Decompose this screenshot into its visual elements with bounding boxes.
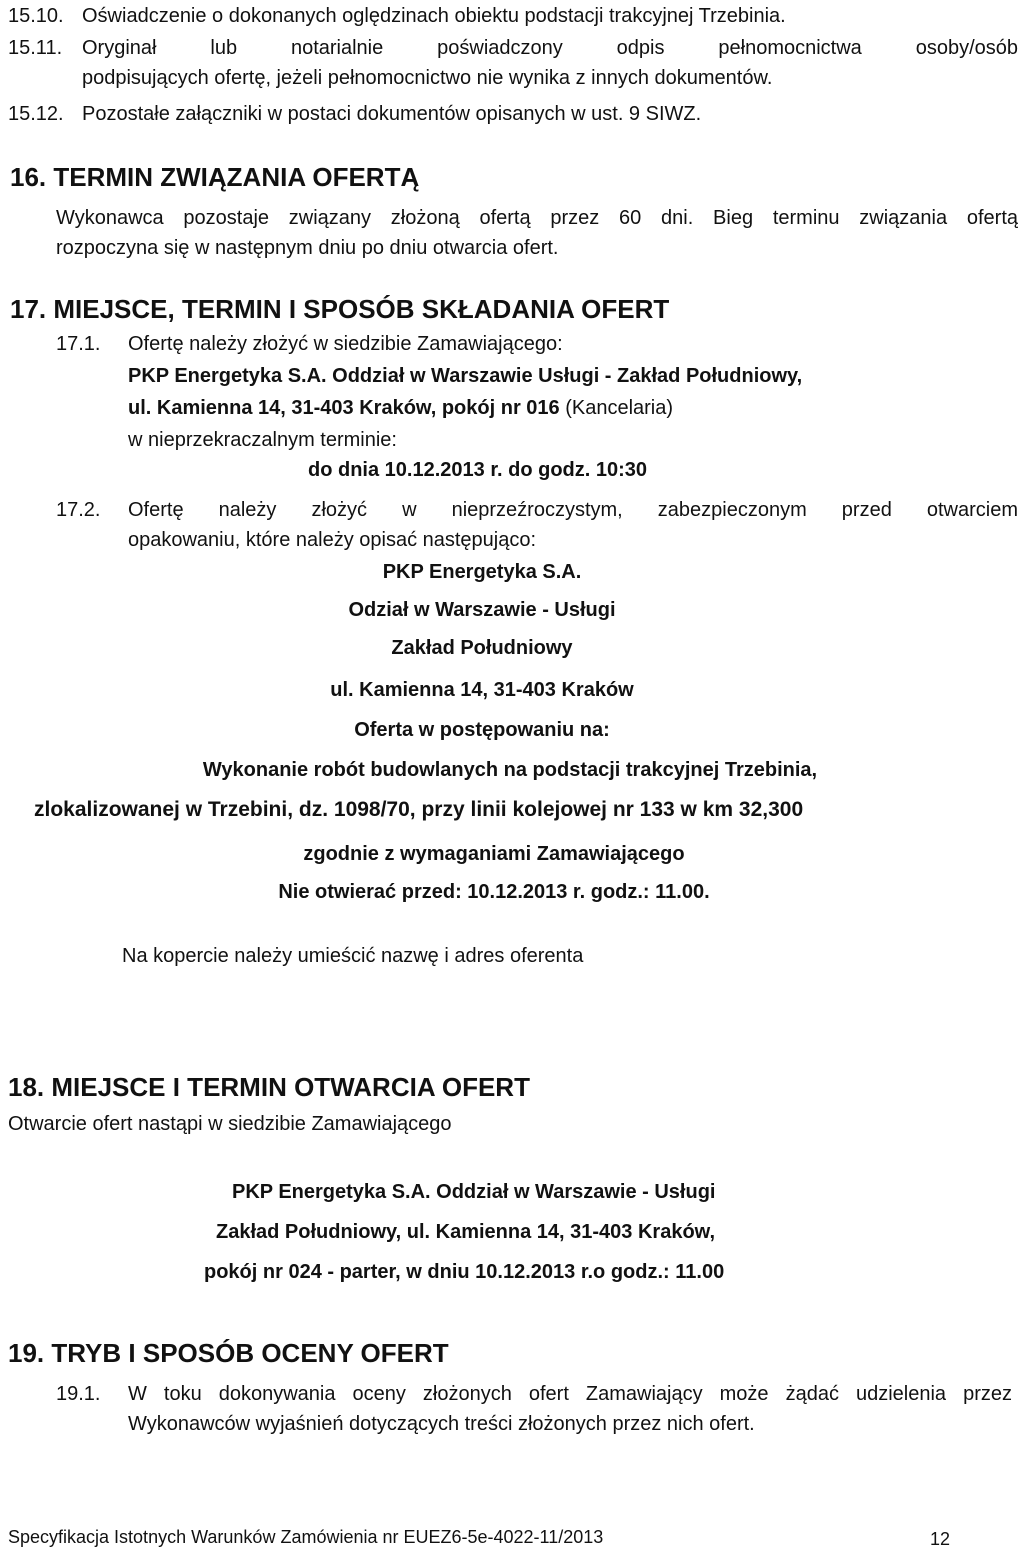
item-17-1-line3-bold: ul. Kamienna 14, 31-403 Kraków, pokój nr 016	[128, 397, 560, 419]
item-19-1-line1: W toku dokonywania oceny złożonych ofert Zamawiający może żądać udzielenia przez	[128, 1383, 1012, 1405]
section-19-heading: 19. TRYB I SPOSÓB OCENY OFERT	[8, 1338, 449, 1368]
item-17-1-line1: Ofertę należy złożyć w siedzibie Zamawiającego:	[128, 333, 563, 355]
footer-page-number: 12	[930, 1529, 951, 1549]
item-number-15-12: 15.12.	[8, 103, 64, 125]
section-18-line1: Otwarcie ofert nastąpi w siedzibie Zamawiającego	[8, 1113, 452, 1135]
item-19-1-line2: Wykonawców wyjaśnień dotyczących treści złożonych przez nich ofert.	[128, 1413, 755, 1435]
item-17-1-deadline: do dnia 10.12.2013 r. do godz. 10:30	[308, 459, 648, 481]
item-number-19-1: 19.1.	[56, 1383, 101, 1405]
item-15-11-line2: podpisujących ofertę, jeżeli pełnomocnictwo nie wynika z innych dokumentów.	[82, 67, 773, 89]
envelope-line-3: Zakład Południowy	[391, 637, 573, 659]
section-17-heading: 17. MIEJSCE, TERMIN I SPOSÓB SKŁADANIA OFERT	[10, 294, 670, 324]
item-17-1-line2: PKP Energetyka S.A. Oddział w Warszawie Usługi - Zakład Południowy,	[128, 365, 803, 387]
item-17-1-line3-suffix: (Kancelaria)	[559, 397, 674, 419]
section-16-line1: Wykonawca pozostaje związany złożoną ofertą przez 60 dni. Bieg terminu związania ofertą	[56, 207, 1018, 229]
section-18-heading: 18. MIEJSCE I TERMIN OTWARCIA OFERT	[8, 1072, 530, 1102]
envelope-line-2: Odział w Warszawie - Usługi	[348, 599, 616, 621]
envelope-line-5: Oferta w postępowaniu na:	[354, 719, 610, 741]
section-18-address-2: Zakład Południowy, ul. Kamienna 14, 31-403 Kraków,	[216, 1221, 716, 1243]
section-18-address-1: PKP Energetyka S.A. Oddział w Warszawie - Usługi	[232, 1181, 716, 1203]
item-number-15-10: 15.10.	[8, 5, 64, 27]
item-15-10-text: Oświadczenie o dokonanych oględzinach obiektu podstacji trakcyjnej Trzebinia.	[82, 5, 786, 27]
item-15-11-line1: Oryginał lub notarialnie poświadczony odpis pełnomocnictwa osoby/osób	[82, 37, 1018, 59]
item-17-2-line2: opakowaniu, które należy opisać następująco:	[128, 529, 537, 551]
item-17-2-line1: Ofertę należy złożyć w nieprzeźroczystym, zabezpieczonym przed otwarciem	[128, 499, 1018, 521]
envelope-line-1: PKP Energetyka S.A.	[382, 561, 582, 583]
envelope-line-4: ul. Kamienna 14, 31-403 Kraków	[330, 679, 634, 701]
item-number-15-11: 15.11.	[8, 37, 63, 59]
envelope-line-7: zlokalizowanej w Trzebini, dz. 1098/70, przy linii kolejowej nr 133 w km 32,300	[34, 798, 804, 821]
item-number-17-1: 17.1.	[56, 333, 101, 355]
envelope-line-6: Wykonanie robót budowlanych na podstacji trakcyjnej Trzebinia,	[202, 759, 818, 781]
item-17-1-line3	[128, 396, 673, 420]
item-15-12-text: Pozostałe załączniki w postaci dokumentów opisanych w ust. 9 SIWZ.	[82, 103, 702, 125]
envelope-line-8: zgodnie z wymaganiami Zamawiającego	[303, 843, 685, 865]
envelope-note: Na kopercie należy umieścić nazwę i adres oferenta	[122, 945, 584, 967]
envelope-line-9: Nie otwierać przed: 10.12.2013 r. godz.: 11.00.	[278, 881, 710, 903]
item-number-17-2: 17.2.	[56, 499, 101, 521]
item-17-1-line4: w nieprzekraczalnym terminie:	[128, 429, 397, 451]
section-18-address-3: pokój nr 024 - parter, w dniu 10.12.2013 r.o godz.: 11.00	[204, 1261, 725, 1283]
footer-spec-title: Specyfikacja Istotnych Warunków Zamówienia nr EUEZ6-5e-4022-11/2013	[8, 1527, 604, 1547]
section-16-heading: 16. TERMIN ZWIĄZANIA OFERTĄ	[10, 162, 420, 192]
section-16-line2: rozpoczyna się w następnym dniu po dniu otwarcia ofert.	[56, 237, 559, 259]
